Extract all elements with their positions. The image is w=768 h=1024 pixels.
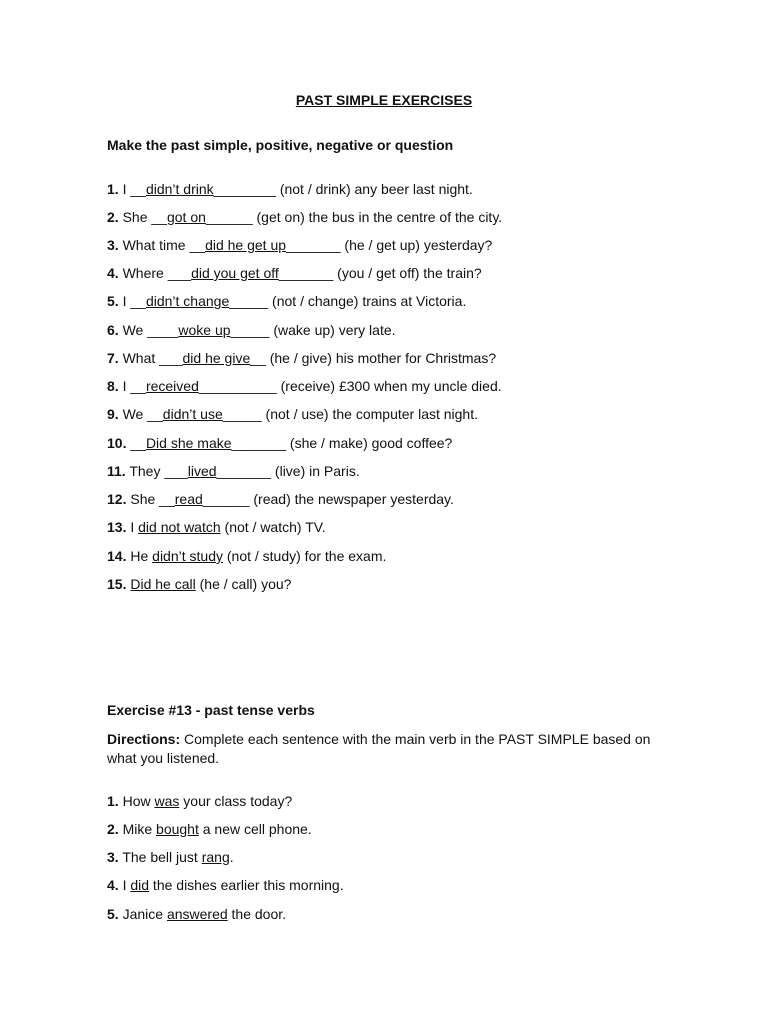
item-prefix: I [130, 519, 139, 535]
item-suffix: a new cell phone. [198, 821, 312, 837]
blank-tail: _____ [229, 293, 269, 309]
item-number: 10. [107, 435, 127, 451]
item-suffix: (not / use) the computer last night. [261, 406, 479, 422]
exercise-item [107, 491, 454, 507]
item-number: 9. [107, 406, 119, 422]
item-suffix: (not / watch) TV. [220, 519, 326, 535]
item-number: 13. [107, 519, 127, 535]
page-title: PAST SIMPLE EXERCISES [295, 92, 473, 108]
blank-tail: _____ [222, 406, 262, 422]
answer-text: didn’t change [145, 293, 230, 309]
blank-lead: ___ [167, 265, 192, 281]
item-suffix: (get on) the bus in the centre of the city. [252, 209, 503, 225]
item-number: 5. [107, 293, 119, 309]
item-prefix: I [122, 378, 131, 394]
blank-lead: __ [130, 181, 146, 197]
answer-text: read [174, 491, 203, 507]
answer-text: did you get off [191, 265, 279, 281]
item-suffix: (he / call) you? [195, 576, 292, 592]
item-number: 5. [107, 906, 119, 922]
exercise-item [107, 877, 344, 893]
item-prefix: Janice [122, 906, 167, 922]
item-suffix: (he / give) his mother for Christmas? [265, 350, 497, 366]
exercise-item [107, 519, 326, 535]
item-prefix: They [129, 463, 165, 479]
answer-text: was [154, 793, 180, 809]
exercise-item [107, 821, 312, 837]
answer-text: did he get up [205, 237, 287, 253]
item-number: 1. [107, 793, 119, 809]
answer-text: didn’t use [162, 406, 223, 422]
item-prefix: She [122, 209, 152, 225]
item-prefix: What [122, 350, 160, 366]
item-number: 14. [107, 548, 127, 564]
item-number: 2. [107, 209, 119, 225]
item-prefix: We [122, 406, 148, 422]
item-number: 12. [107, 491, 127, 507]
blank-tail: _______ [231, 435, 287, 451]
blank-tail: __________ [198, 378, 277, 394]
answer-text: did not watch [138, 519, 221, 535]
blank-lead: __ [130, 435, 146, 451]
answer-text: Did she make [145, 435, 232, 451]
item-prefix: Mike [122, 821, 157, 837]
blank-lead: ___ [159, 350, 183, 366]
item-prefix: He [130, 548, 153, 564]
exercise-item [107, 265, 482, 281]
blank-tail: ______ [205, 209, 253, 225]
item-number: 15. [107, 576, 127, 592]
blank-lead: ____ [147, 322, 179, 338]
directions [107, 730, 667, 768]
item-suffix: the dishes earlier this morning. [149, 877, 344, 893]
item-prefix: What time [122, 237, 190, 253]
item-number: 11. [107, 463, 126, 479]
item-suffix: (he / get up) yesterday? [340, 237, 493, 253]
exercise-item [107, 849, 234, 865]
item-number: 4. [107, 265, 119, 281]
exercise-item [107, 406, 478, 422]
blank-lead: __ [151, 209, 167, 225]
exercise-item [107, 793, 292, 809]
exercise-item [107, 322, 396, 338]
item-suffix: your class today? [179, 793, 293, 809]
item-suffix: (wake up) very late. [269, 322, 396, 338]
answer-text: woke up [178, 322, 231, 338]
section1-heading: Make the past simple, positive, negative or question [107, 137, 454, 153]
section2-heading: Exercise #13 - past tense verbs [107, 702, 315, 718]
blank-tail: _______ [286, 237, 341, 253]
item-suffix: (live) in Paris. [271, 463, 360, 479]
answer-text: rang [201, 849, 230, 865]
item-suffix: (receive) £300 when my uncle died. [276, 378, 502, 394]
answer-text: Did he call [130, 576, 196, 592]
blank-lead: __ [159, 491, 175, 507]
answer-text: bought [156, 821, 199, 837]
exercise-item [107, 378, 502, 394]
answer-text: lived [187, 463, 217, 479]
item-prefix: I [122, 181, 131, 197]
blank-tail: _______ [278, 265, 334, 281]
blank-lead: __ [130, 378, 146, 394]
item-suffix: (she / make) good coffee? [286, 435, 453, 451]
blank-tail: ________ [213, 181, 276, 197]
blank-lead: __ [189, 237, 206, 253]
item-number: 7. [107, 350, 119, 366]
answer-text: did he give [182, 350, 251, 366]
blank-tail: _____ [230, 322, 270, 338]
answer-text: got on [166, 209, 206, 225]
item-prefix: I [122, 293, 131, 309]
item-number: 3. [107, 849, 119, 865]
blank-lead: __ [147, 406, 163, 422]
item-number: 3. [107, 237, 119, 253]
item-prefix: How [122, 793, 155, 809]
item-suffix: . [229, 849, 234, 865]
item-number: 2. [107, 821, 119, 837]
exercise-item [107, 906, 286, 922]
answer-text: received [145, 378, 199, 394]
blank-lead: ___ [164, 463, 188, 479]
exercise-item [107, 576, 291, 592]
item-suffix: (read) the newspaper yesterday. [249, 491, 454, 507]
item-suffix: (not / study) for the exam. [222, 548, 387, 564]
blank-lead: __ [130, 293, 146, 309]
directions-text: Complete each sentence with the main verb in the PAST SIMPLE based on what you listened. [107, 731, 651, 766]
exercise-item [107, 293, 466, 309]
exercise-item [107, 237, 492, 253]
item-suffix: (you / get off) the train? [333, 265, 482, 281]
exercise-item [107, 548, 386, 564]
blank-tail: __ [250, 350, 266, 366]
answer-text: didn’t drink [145, 181, 214, 197]
item-prefix: Where [122, 265, 168, 281]
answer-text: answered [166, 906, 228, 922]
item-suffix: (not / change) trains at Victoria. [268, 293, 467, 309]
item-prefix: She [130, 491, 160, 507]
item-number: 6. [107, 322, 119, 338]
answer-text: did [130, 877, 150, 893]
item-suffix: the door. [227, 906, 287, 922]
exercise-item [107, 209, 502, 225]
blank-tail: _______ [216, 463, 272, 479]
exercise-item [107, 181, 473, 197]
item-number: 4. [107, 877, 119, 893]
item-number: 8. [107, 378, 119, 394]
directions-label: Directions: [107, 731, 181, 747]
answer-text: didn’t study [152, 548, 223, 564]
exercise-item [107, 350, 496, 366]
exercise-item [107, 435, 452, 451]
blank-tail: ______ [202, 491, 250, 507]
item-suffix: (not / drink) any beer last night. [275, 181, 473, 197]
item-prefix: We [122, 322, 148, 338]
exercise-item [107, 463, 360, 479]
item-prefix: The bell just [122, 849, 202, 865]
item-prefix: I [122, 877, 131, 893]
item-number: 1. [107, 181, 119, 197]
